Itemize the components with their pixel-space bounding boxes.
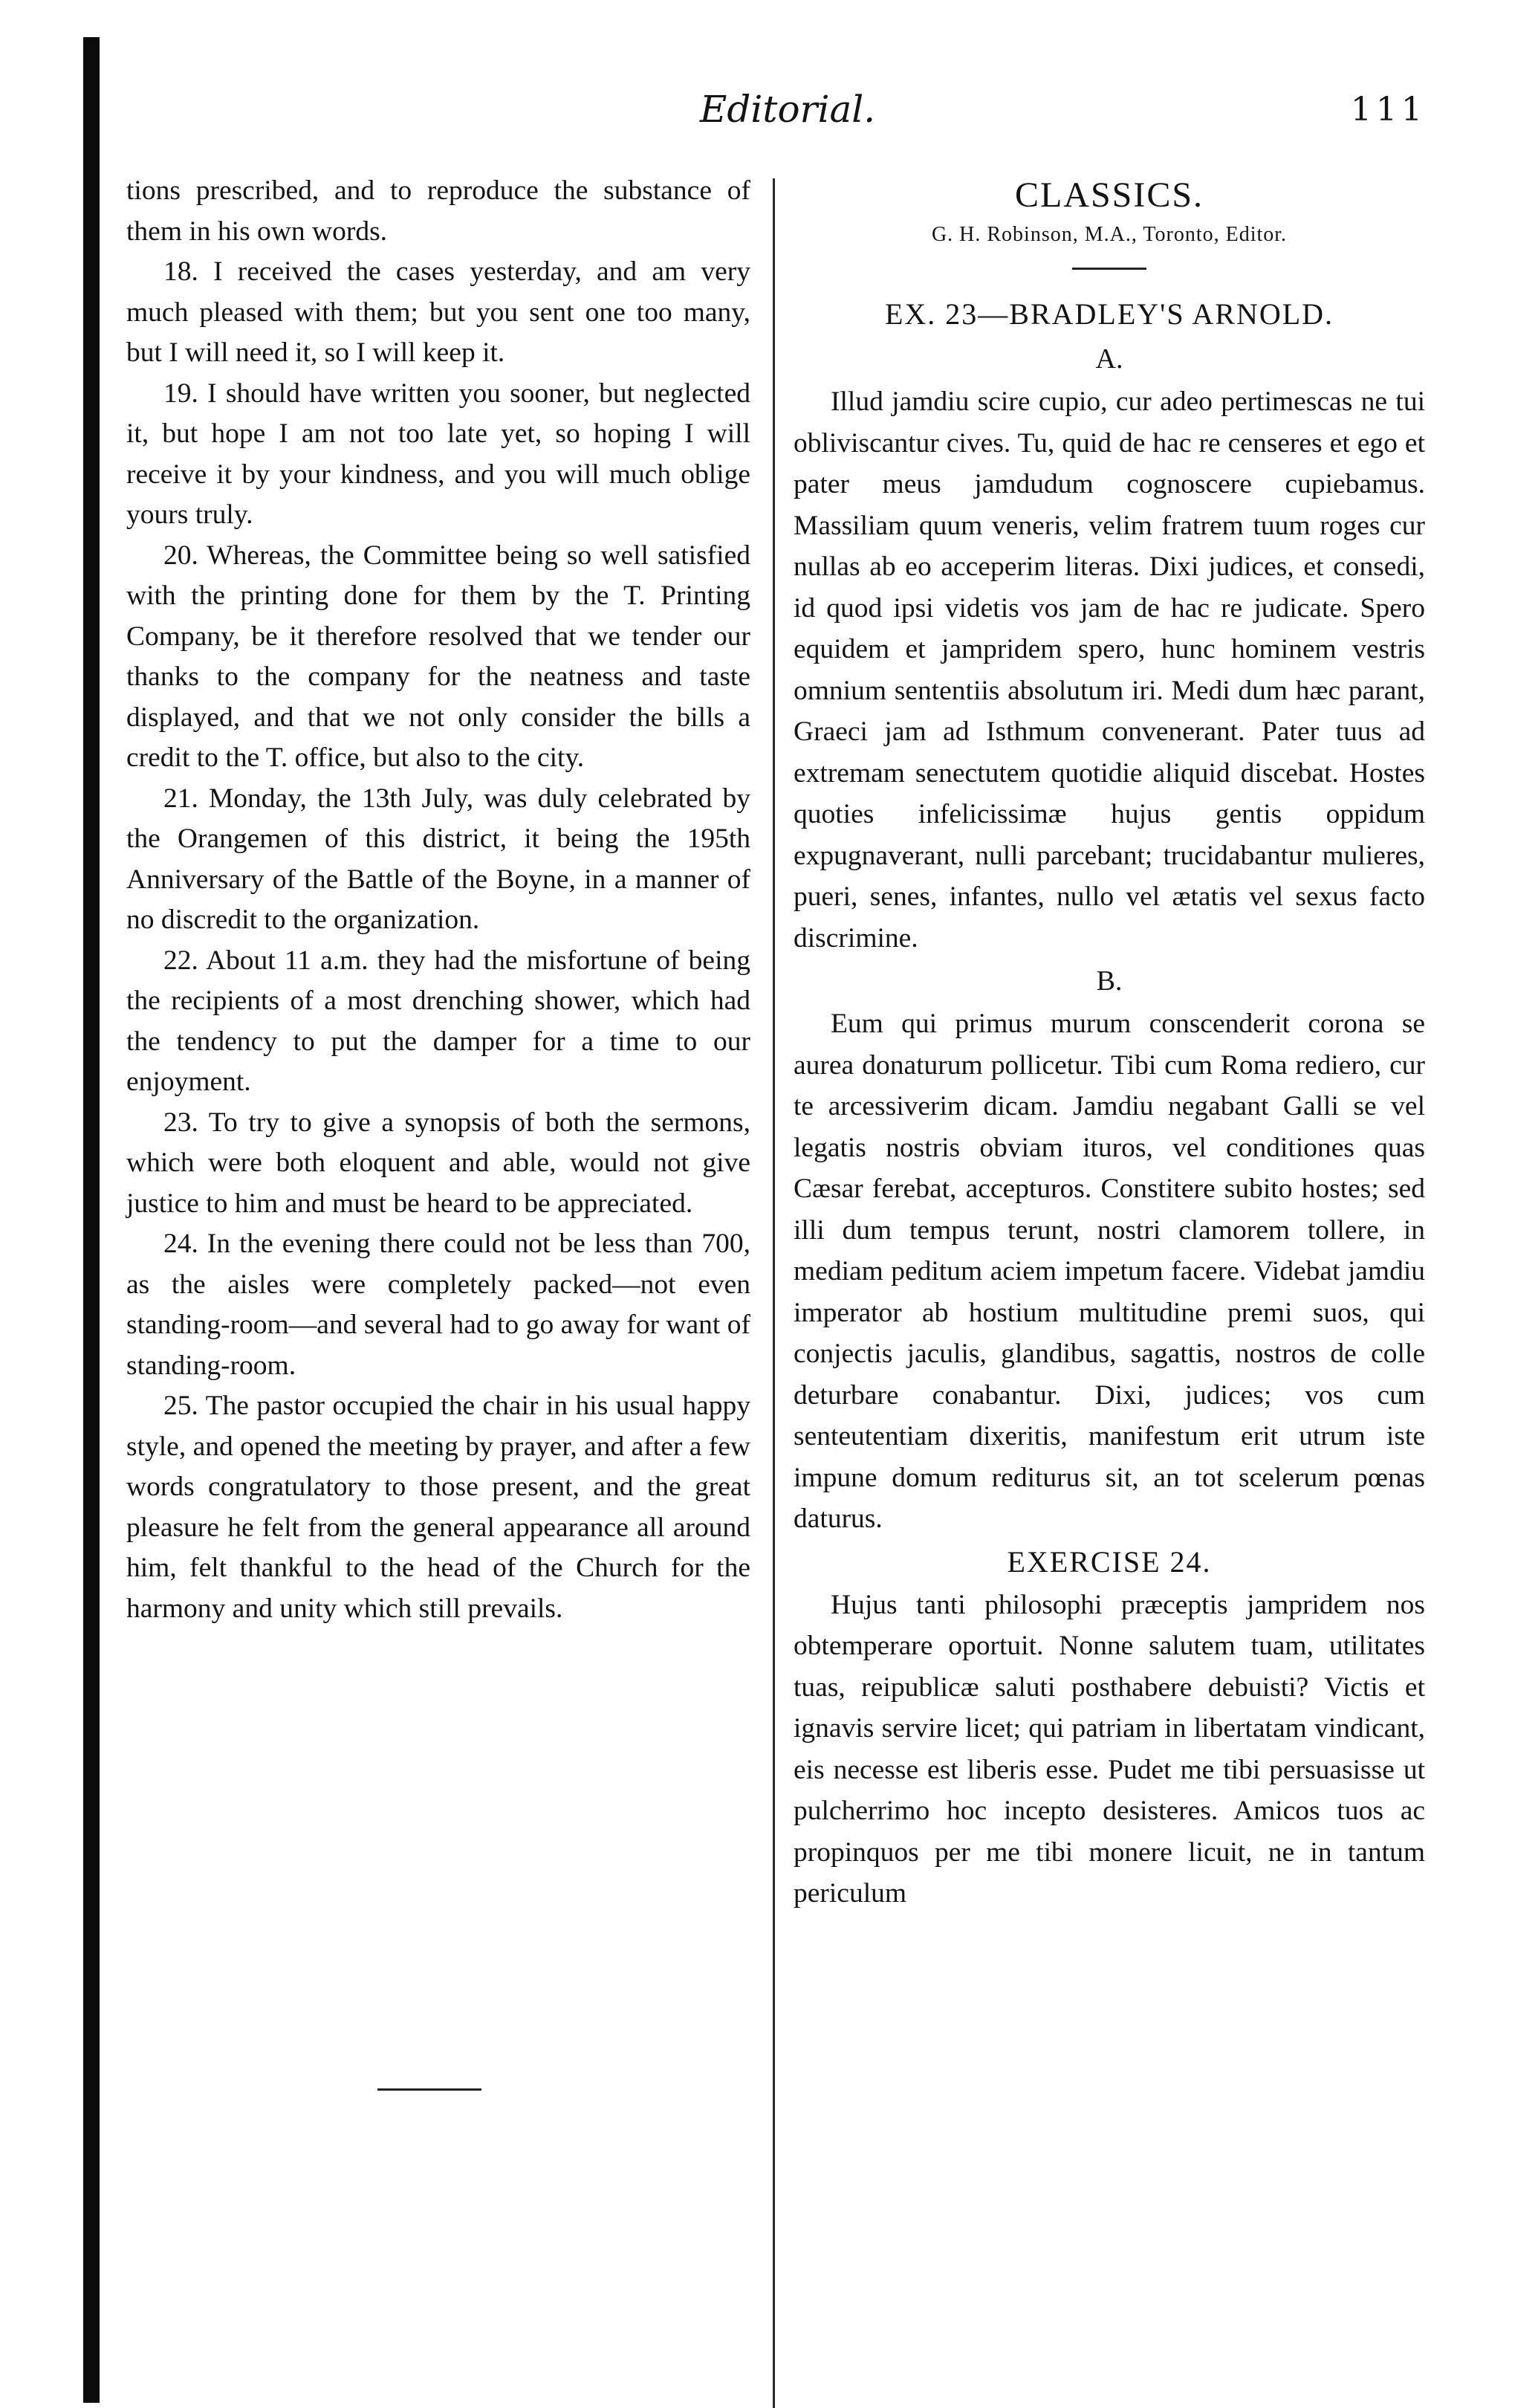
paragraph-25: 25. The pastor occupied the chair in his usual happy style, and opened the meeting by prayer, and after a few words congratulatory to those present, and the great pleasure he felt from the general appearance all around him, felt thankful to the head of the Church for the harmony and unity which still prevails. [126, 1391, 750, 1624]
column-divider [773, 178, 775, 2408]
paragraph-24: 24. In the evening there could not be less than 700, as the aisles were completely packed—not even standing-room—and several had to go away for want of standing-room. [126, 1229, 750, 1381]
paragraph-18: 18. I received the cases yesterday, and am very much pleased with them; but you sent one too many, but I will need it, so I will keep it. [126, 256, 750, 368]
exercise-title: EX. 23—BRADLEY'S ARNOLD. [884, 297, 1334, 331]
paragraph-22: 22. About 11 a.m. they had the misfortune of being the recipients of a most drenching shower, which had the tendency to put the damper for a time to our enjoyment. [126, 945, 750, 1097]
paragraph-21: 21. Monday, the 13th July, was duly celebrated by the Orangemen of this district, it being the 195th Anniversary of the Battle of the Boyne, in a manner of no discredit to the organization. [126, 783, 750, 935]
right-column [794, 172, 1425, 1915]
page-spine-shadow [83, 37, 100, 2403]
paragraph-19: 19. I should have written you sooner, but neglected it, but hope I am not too late yet, so hoping I will receive it by your kindness, and you will much oblige yours truly. [126, 378, 750, 530]
paragraph-continuation: tions prescribed, and to reproduce the substance of them in his own words. [126, 175, 750, 247]
running-title: Editorial. [699, 88, 876, 131]
editor-line: G. H. Robinson, M.A., Toronto, Editor. [931, 223, 1288, 246]
section-title: CLASSICS. [1014, 175, 1204, 215]
exercise-24-title: EXERCISE 24. [1007, 1544, 1212, 1579]
left-column [126, 171, 750, 1629]
exercise-24-text: Hujus tanti philosophi præceptis jampridem nos obtemperare oportuit. Nonne salutem tuam, utilitates tuas, reipublicæ saluti posthabere debuisti? Victis et ignavis servire licet; qui patriam in libertatam vindicant, eis necesse est liberis esse. Pudet me tibi persuasisse ut pulcherrimo hoc incepto desisteres. Amicos tuos ac propinquos per me tibi monere licuit, ne in tantum periculum [794, 1589, 1425, 1909]
section-rule [1072, 268, 1146, 270]
running-head [126, 88, 1449, 140]
part-a-text: Illud jamdiu scire cupio, cur adeo pertimescas ne tui obliviscantur cives. Tu, quid de hac re censeres et ego et pater meus jamdudum cognoscere cupiebamus. Massiliam quum veneris, velim fratrem tuum roges cur nullas ab eo acceperim literas. Dixi judices, et consedi, id quod ipsi videtis vos jam de hac re judicate. Spero equidem et jampridem spero, hunc hominem vestris omnium sententiis absolutum iri. Medi dum hæc parant, Graeci jam ad Isthmum convenerant. Pater tuus ad extremam senectutem quotidie aliquid discebat. Hostes quoties infelicissimæ hujus gentis oppidum expugnaverant, nulli parcebant; trucidabantur mulieres, pueri, senes, infantes, nullo vel ætatis vel sexus facto discrimine. [794, 386, 1425, 954]
part-b-label: B. [1096, 965, 1123, 997]
paragraph-20: 20. Whereas, the Committee being so well satisfied with the printing done for them by the T. Printing Company, be it therefore resolved that we tender our thanks to the company for the neatness and taste displayed, and that we not only consider the bills a credit to the T. office, but also to the city. [126, 540, 750, 773]
paragraph-23: 23. To try to give a synopsis of both the sermons, which were both eloquent and able, would not give justice to him and must be heard to be appreciated. [126, 1107, 750, 1219]
part-a-label: A. [1095, 343, 1123, 375]
page-number: 111 [1351, 91, 1427, 129]
end-rule [377, 2088, 481, 2091]
part-b-text: Eum qui primus murum conscenderit corona se aurea donaturum pollicetur. Tibi cum Roma rediero, cur te arcessiverim dicam. Jamdiu negabant Galli se vel legatis nostris obviam ituros, vel conditiones quas Cæsar ferebat, accepturos. Constitere subito hostes; sed illi dum tempus terunt, nostri clamorem tollere, in mediam peditum aciem impetum facere. Videbat jamdiu imperator ab hostium multitudine premi suos, qui conjectis jaculis, glandibus, sagattis, nostros de colle deturbare conabantur. Dixi, judices; vos cum senteutentiam dixeritis, manifestum erit utrum iste impune domum rediturus sit, an tot scelerum pœnas daturus. [794, 1009, 1425, 1534]
